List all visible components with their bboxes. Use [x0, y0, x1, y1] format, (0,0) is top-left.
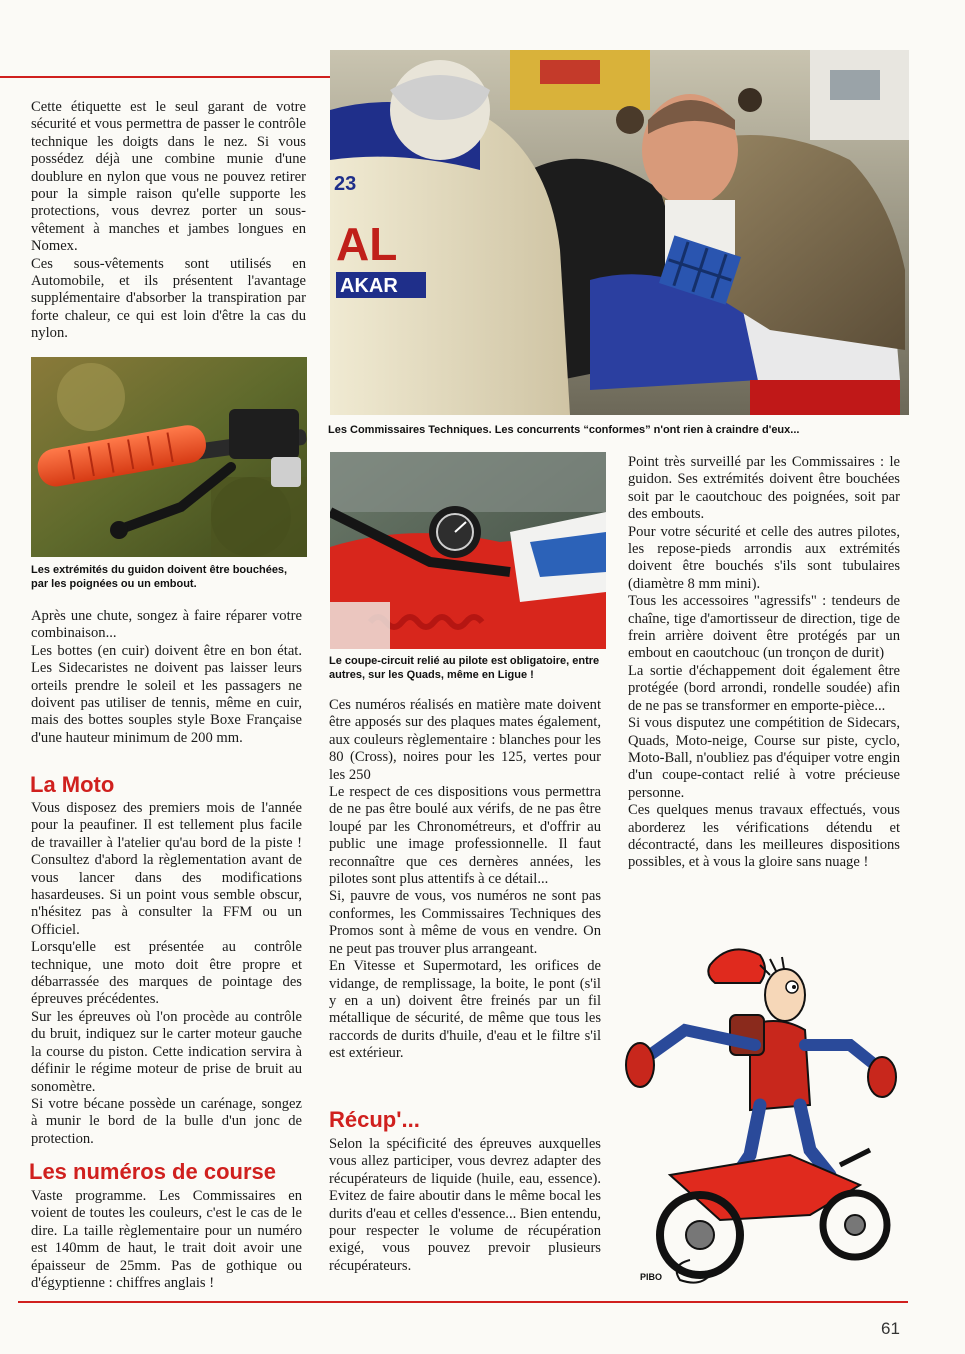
heading-recup: Récup'... [329, 1107, 420, 1132]
paragraph: Si, pauvre de vous, vos numéros ne sont pas conformes, les Commissaires Techniques des Promos sont à même de vous en vendre. On ne peut pas trouver plus arrangeant. [329, 888, 601, 957]
cartoon-rider [610, 935, 910, 1290]
heading-la-moto: La Moto [30, 772, 115, 797]
paragraph: Si vous disputez une compétition de Sidecars, Quads, Moto-neige, Course sur piste, cyclo, Moto-Ball, n'oubliez pas d'équiper votre engin d'un coupe-contact relié à votre précieuse personne. [628, 715, 900, 801]
middle-text [329, 697, 601, 1063]
paragraph: En Vitesse et Supermotard, les orifices de vidange, de remplissage, la boite, le pont (s'il y en a un) doivent être freinés par un fil métallique de sécurité, de même que tous les raccords de durits d'huile, d'eau et le filtre s'il est extérieur. [329, 958, 601, 1062]
paragraph: Lorsqu'elle est présentée au contrôle technique, une moto doit être propre et débarrassée des marques de pointage des épreuves précédentes. [31, 939, 302, 1008]
handlebar-grip-illustration [31, 357, 307, 557]
cartoon-signature: PIBO [640, 1272, 663, 1282]
paragraph: Après une chute, songez à faire réparer votre combinaison... [31, 608, 302, 642]
jersey-number: 23 [334, 173, 357, 195]
cartoon-rider-illustration [610, 935, 910, 1290]
paragraph: Le respect de ces dispositions vous permettra de ne pas être boulé aux vérifs, de ne pas être loupé par les Chronométreurs, et d'offrir au public une image professionnelle. Il faut reconnaître que ces dernères années, les pilotes sont plus attentifs à ce détail... [329, 784, 601, 888]
paragraph: Ces quelques menus travaux effectués, vous aborderez les vérifications détendu et décontracté, dans les meilleures dispositions possibles, et à vous la gloire sans nuage ! [628, 802, 900, 871]
paragraph: Cette étiquette est le seul garant de votre sécurité et vous permettra de passer le contrôle technique les doigts dans le nez. Si vous possédez déjà une combine munie d'une doublure en nylon que vous ne pouvez retirer pour la simple raison qu'elle supporte les protections, vous devrez porter un sous-vêtement à manches et jambes longues en Nomex. [31, 99, 306, 255]
left-intro-text [31, 99, 306, 343]
bottom-red-rule [18, 1301, 908, 1303]
top-red-rule [0, 76, 333, 78]
coupe-circuit-caption: Le coupe-circuit relié au pilote est obligatoire, entre autres, sur les Quads, même en Ligue ! [329, 655, 600, 681]
heading-numeros-de-course: Les numéros de course [29, 1159, 276, 1184]
paragraph: Ces numéros réalisés en matière mate doivent être apposés sur des plaques mates également, aux couleurs règlementaire : blanches pour les 80 (Cross), noires pour les 125, vertes pour les 250 [329, 697, 601, 783]
paragraph: Les bottes (en cuir) doivent être en bon état. Les Sidecaristes ne doivent pas laisser leurs orteils prendre le soleil et les passagers ne doivent pas utiliser de tennis, même en cuir, mais des bottes souples style Boxe Française d'une hauteur minimum de 200 mm. [31, 642, 302, 746]
coupe-circuit-illustration [330, 452, 606, 649]
coupe-circuit-photo [330, 452, 606, 649]
commissaires-photo [330, 50, 909, 415]
paragraph: Tous les accessoires "agressifs" : tendeurs de chaîne, tige d'amortisseur de direction, tige de frein arrière doivent être protégés par un embout en caoutchouc (un tronçon de durit) [628, 593, 900, 662]
paragraph: La sortie d'échappement doit également être protégée (bord arrondi, rondelle soudée) afin de ne pas se transformer en emporte-pièce... [628, 662, 900, 714]
handlebar-caption: Les extrémités du guidon doivent être bouchées, par les poignées ou un embout. [31, 564, 288, 590]
right-text [628, 454, 900, 872]
paragraph: Point très surveillé par les Commissaires : le guidon. Ses extrémités doivent être bouchées soit par le caoutchouc des poignées, soit par des embouts. [628, 454, 900, 523]
paragraph: Pour votre sécurité et celle des autres pilotes, les repose-pieds arrondis aux extrémités doivent être bouchés s'ils sont tubulaires (diamètre 8 mm mini). [628, 523, 900, 592]
left-after-caption-text [31, 608, 302, 747]
jersey-text-al: AL [336, 218, 398, 270]
paragraph: Sur les épreuves où l'on procède au contrôle du bruit, indiquez sur le carter moteur gauche la course du piston. Cette indication servira à définir le régime moteur de prise de bruit au sonomètre. [31, 1008, 302, 1095]
middle-recup-text [329, 1136, 601, 1275]
handlebar-grip-photo [31, 357, 307, 557]
left-moto-text [31, 800, 302, 1148]
commissaires-illustration [330, 50, 909, 415]
paragraph: Si votre bécane possède un carénage, songez à munir le bord de la bulle d'un jonc de protection. [31, 1095, 302, 1147]
paragraph: Vous disposez des premiers mois de l'année pour la peaufiner. Il est tellement plus facile de travailler à l'atelier qu'au bord de la piste ! Consultez d'abord la règlementation avant de vous lancer dans des modifications hasardeuses. Si un point vous semble obscur, n'hésitez pas à consulter la FFM ou un Officiel. [31, 800, 302, 938]
commissaires-caption: Les Commissaires Techniques. Les concurrents “conformes” n'ont rien à craindre d'eux... [328, 424, 800, 436]
page-number: 61 [881, 1319, 900, 1338]
left-numeros-text [31, 1188, 302, 1292]
paragraph: Ces sous-vêtements sont utilisés en Automobile, et ils présentent l'avantage supplémentaire d'absorber la transpiration par forte chaleur, ce qui est loin d'être la cas du nylon. [31, 255, 306, 342]
paragraph: Selon la spécificité des épreuves auxquelles vous allez participer, vous devrez adapter des récupérateurs de liquide (huile, eau, essence). Evitez de faire aboutir dans le même bocal les durits d'eau et celles d'essence... Bien entendu, pour respecter le volume de récupération exigé, vous pouvez prevoir plusieurs récupérateurs. [329, 1136, 601, 1274]
paragraph: Vaste programme. Les Commissaires en voient de toutes les couleurs, c'est le cas de le dire. La taille règlementaire pour un numéro est 140mm de haut, le trait doit avoir une épaisseur de 25mm. Pas de gothique ou d'égyptienne : chiffres anglais ! [31, 1188, 302, 1292]
jersey-text-akar: AKAR [340, 275, 398, 297]
